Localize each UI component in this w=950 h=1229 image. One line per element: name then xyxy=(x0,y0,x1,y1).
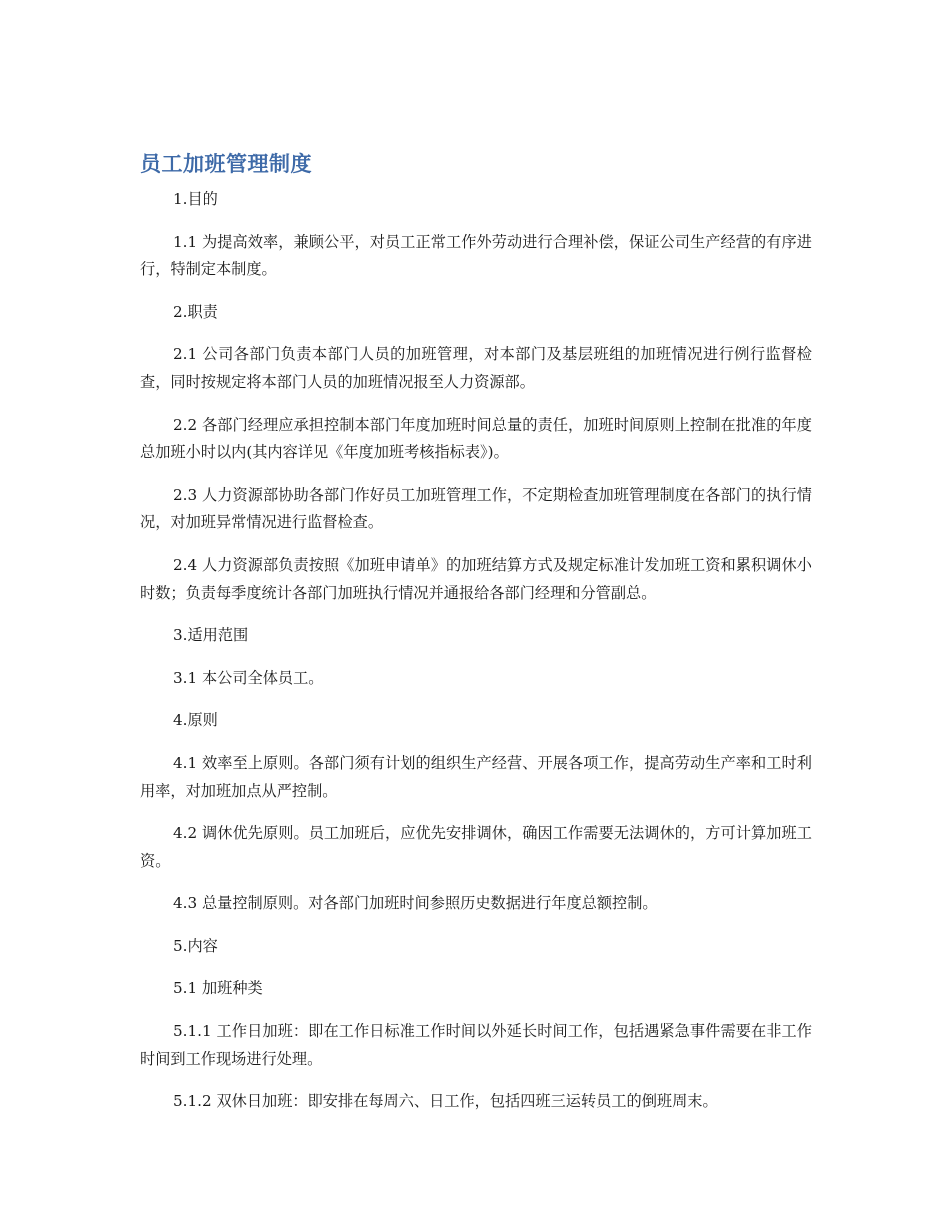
paragraph-4-1: 4.1 效率至上原则。各部门须有计划的组织生产经营、开展各项工作，提高劳动生产率和工时利用率，对加班加点从严控制。 xyxy=(140,753,812,800)
section-heading-scope: 3.适用范围 xyxy=(173,626,249,645)
paragraph-5-1-1: 5.1.1 工作日加班：即在工作日标准工作时间以外延长时间工作，包括遇紧急事件需要在非工作时间到工作现场进行处理。 xyxy=(140,1022,812,1068)
paragraph-2-4: 2.4 人力资源部负责按照《加班申请单》的加班结算方式及规定标准计发加班工资和累积调休小时数；负责每季度统计各部门加班执行情况并通报给各部门经理和分管副总。 xyxy=(140,555,812,602)
paragraph-5-1-2: 5.1.2 双休日加班：即安排在每周六、日工作，包括四班三运转员工的倒班周末。 xyxy=(173,1092,718,1111)
paragraph-2-2: 2.2 各部门经理应承担控制本部门年度加班时间总量的责任，加班时间原则上控制在批准的年度总加班小时以内(其内容详见《年度加班考核指标表》)。 xyxy=(140,415,812,462)
paragraph-1-1: 1.1 为提高效率，兼顾公平，对员工正常工作外劳动进行合理补偿，保证公司生产经营的有序进行，特制定本制度。 xyxy=(140,232,812,279)
paragraph-5-1: 5.1 加班种类 xyxy=(173,979,263,998)
section-heading-duties: 2.职责 xyxy=(173,302,218,321)
section-heading-principles: 4.原则 xyxy=(173,711,218,730)
paragraph-2-3: 2.3 人力资源部协助各部门作好员工加班管理工作，不定期检查加班管理制度在各部门的执行情况，对加班异常情况进行监督检查。 xyxy=(140,485,812,532)
paragraph-2-1: 2.1 公司各部门负责本部门人员的加班管理，对本部门及基层班组的加班情况进行例行监督检查，同时按规定将本部门人员的加班情况报至人力资源部。 xyxy=(140,345,812,391)
paragraph-3-1: 3.1 本公司全体员工。 xyxy=(173,668,324,687)
section-heading-content: 5.内容 xyxy=(173,936,218,955)
paragraph-4-3: 4.3 总量控制原则。对各部门加班时间参照历史数据进行年度总额控制。 xyxy=(173,894,658,913)
document-body xyxy=(140,148,812,1131)
paragraph-4-2: 4.2 调休优先原则。员工加班后，应优先安排调休，确因工作需要无法调休的，方可计算加班工资。 xyxy=(140,824,812,870)
document-title: 员工加班管理制度 xyxy=(140,152,312,176)
section-heading-purpose: 1.目的 xyxy=(173,190,218,208)
